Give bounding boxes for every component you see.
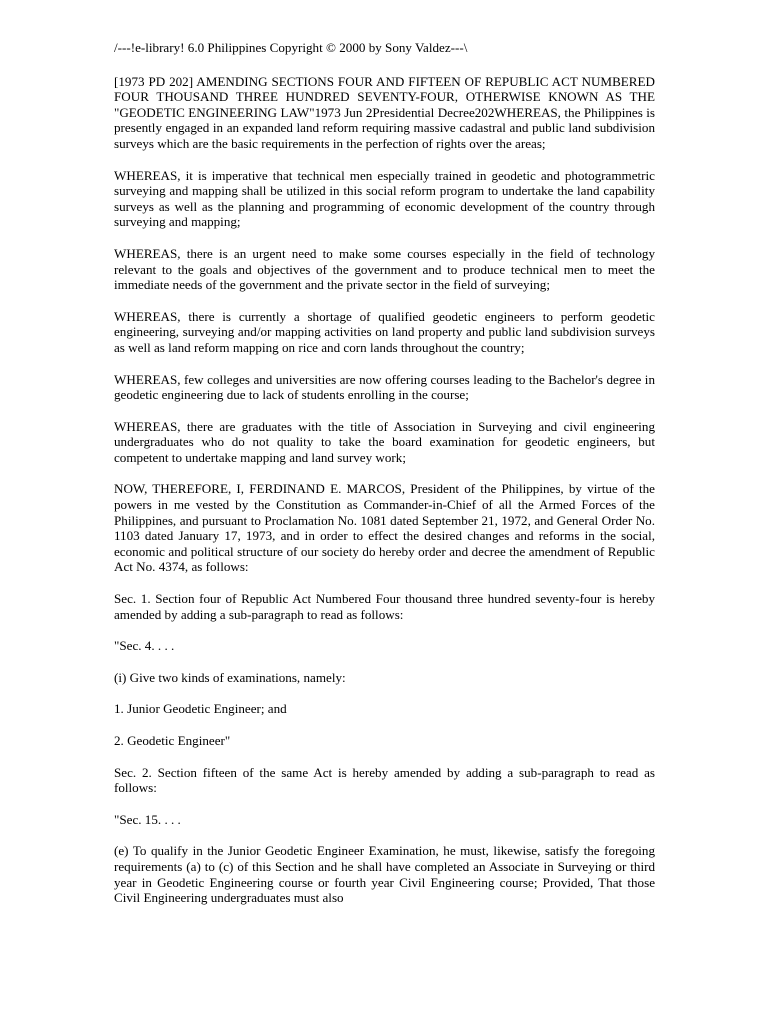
document-header: /---!e-library! 6.0 Philippines Copyright © 2000 by Sony Valdez---\ (114, 40, 468, 55)
paragraph-whereas-technical-men: WHEREAS, it is imperative that technical men especially trained in geodetic and photogrammetric surveying and mapping shall be utilized in this social reform program to undertake the land capability surveys as well as the planning and programming of economic development of the country through surveying and mapping; (114, 167, 655, 230)
paragraph-sec-1: Sec. 1. Section four of Republic Act Numbered Four thousand three hundred seventy-four is hereby amended by adding a sub-paragraph to read as follows: (114, 591, 655, 622)
paragraph-whereas-graduates: WHEREAS, there are graduates with the title of Association in Surveying and civil engineering undergraduates who do not quality to take the board examination for geodetic engineers, but competent to undertake mapping and land survey work; (114, 418, 655, 465)
paragraph-whereas-shortage: WHEREAS, there is currently a shortage of qualified geodetic engineers to perform geodetic engineering, surveying and/or mapping activities on land property and public land subdivision surveys as well as land reform mapping on rice and corn lands throughout the country; (114, 308, 655, 355)
paragraph-item-e: (e) To qualify in the Junior Geodetic Engineer Examination, he must, likewise, satisfy the foregoing requirements (a) to (c) of this Section and he shall have completed an Associate in Surveying or third year in Geodetic Engineering course or fourth year Civil Engineering course; Provided, That those Civil Engineering undergraduates must also (114, 843, 655, 906)
paragraph-sec-2: Sec. 2. Section fifteen of the same Act is hereby amended by adding a sub-paragraph to read as follows: (114, 764, 655, 796)
paragraph-whereas-urgent-need: WHEREAS, there is an urgent need to make some courses especially in the field of technology relevant to the goals and objectives of the government and to produce technical men to meet the immediate needs of the government and the private sector in the field of surveying; (114, 245, 655, 293)
paragraph-title-preamble: [1973 PD 202] AMENDING SECTIONS FOUR AND FIFTEEN OF REPUBLIC ACT NUMBERED FOUR THOUSAND THREE HUNDRED SEVENTY-FOUR, OTHERWISE KNOWN AS THE "GEODETIC ENGINEERING LAW"1973 Jun 2Presidential Decree202WHEREAS, the Philippines is presently engaged in an expanded land reform requiring massive cadastral and public land subdivision surveys which are the basic requirements in the perfection of rights over the areas; (114, 73, 655, 151)
paragraph-sec-4-quote: "Sec. 4. . . . (114, 638, 175, 654)
paragraph-item-2: 2. Geodetic Engineer" (114, 733, 231, 748)
paragraph-whereas-few-colleges: WHEREAS, few colleges and universities are now offering courses leading to the Bachelor's degree in geodetic engineering due to lack of students enrolling in the course; (114, 371, 655, 403)
paragraph-item-1: 1. Junior Geodetic Engineer; and (114, 701, 287, 717)
paragraph-sec-15-quote: "Sec. 15. . . . (114, 811, 181, 827)
paragraph-now-therefore: NOW, THEREFORE, I, FERDINAND E. MARCOS, President of the Philippines, by virtue of the powers in me vested by the Constitution as Commander-in-Chief of all the Armed Forces of the Philippines, and pursuant to Proclamation No. 1081 dated September 21, 1972, and General Order No. 1103 dated January 17, 1973, and in order to effect the desired changes and reforms in the social, economic and political structure of our society do hereby order and decree the amendment of Republic Act No. 4374, as follows: (114, 481, 655, 575)
paragraph-item-i: (i) Give two kinds of examinations, namely: (114, 669, 346, 685)
document-page (114, 40, 655, 922)
